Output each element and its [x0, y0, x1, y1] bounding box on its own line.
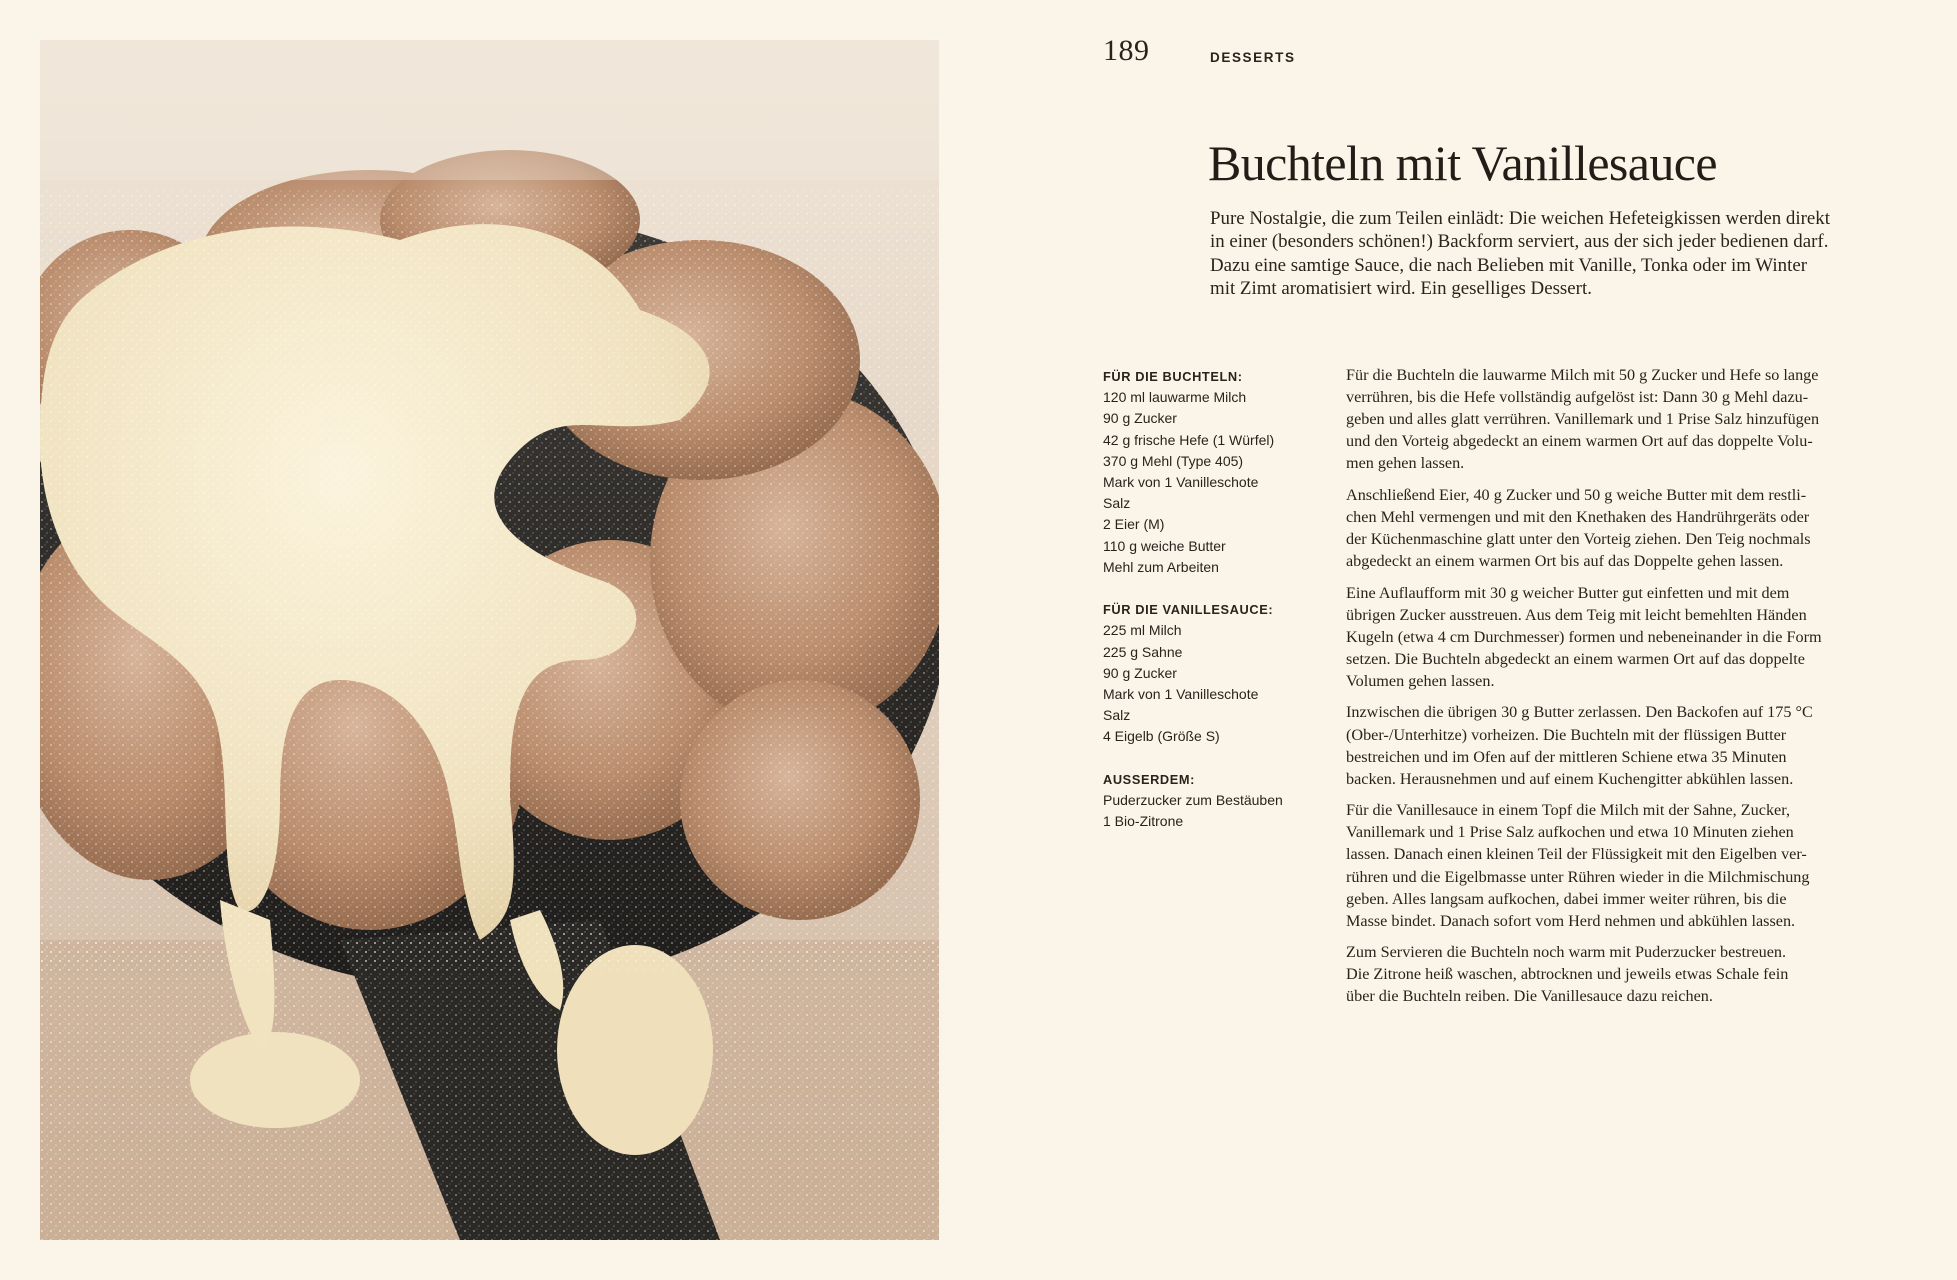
method-line: geben und alles glatt verrühren. Vanillemark und 1 Prise Salz hinzufügen: [1346, 410, 1820, 429]
section-label: DESSERTS: [1210, 50, 1296, 65]
ingredient-item: 42 g frische Hefe (1 Würfel): [1103, 431, 1275, 448]
ingredient-group-buchteln: [1103, 366, 1338, 578]
ingredient-group-heading: FÜR DIE VANILLESAUCE:: [1103, 602, 1274, 618]
method-line: der Küchenmaschine glatt unter den Vorteig ziehen. Den Teig nochmals: [1346, 530, 1811, 549]
ingredient-item: 2 Eier (M): [1103, 516, 1165, 533]
method-line: Volumen gehen lassen.: [1346, 672, 1495, 690]
method-line: verrühren, bis die Hefe vollständig aufgelöst ist: Dann 30 g Mehl dazu-: [1346, 388, 1809, 407]
ingredient-item: 225 g Sahne: [1103, 643, 1183, 660]
ingredients-list: [1103, 366, 1338, 854]
intro-line: Pure Nostalgie, die zum Teilen einlädt: Die weichen Hefeteigkissen werden direkt: [1210, 208, 1830, 229]
ingredient-item: 90 g Zucker: [1103, 664, 1177, 681]
method-line: backen. Herausnehmen und auf einem Kuchengitter abkühlen lassen.: [1346, 769, 1794, 788]
method-line: Für die Vanillesauce in einem Topf die Milch mit der Sahne, Zucker,: [1346, 801, 1791, 820]
recipe-title: Buchteln mit Vanillesauce: [1208, 135, 1717, 191]
method-line: Inzwischen die übrigen 30 g Butter zerlassen. Den Backofen auf 175 °C: [1346, 703, 1813, 722]
ingredient-group-heading: FÜR DIE BUCHTELN:: [1103, 369, 1243, 384]
method-line: Vanillemark und 1 Prise Salz aufkochen und etwa 10 Minuten ziehen: [1346, 823, 1794, 842]
ingredient-item: 120 ml lauwarme Milch: [1103, 389, 1247, 406]
intro-line: mit Zimt aromatisiert wird. Ein geselliges Dessert.: [1210, 277, 1592, 299]
method-step: [1346, 799, 1898, 932]
method-step: [1346, 582, 1898, 692]
method-line: abgedeckt an einem warmen Ort bis auf das Doppelte gehen lassen.: [1346, 552, 1784, 571]
method-step: [1346, 364, 1898, 474]
method-line: (Ober-/Unterhitze) vorheizen. Die Buchteln mit der flüssigen Butter: [1346, 725, 1787, 744]
method-line: Zum Servieren die Buchteln noch warm mit Puderzucker bestreuen.: [1346, 943, 1787, 962]
ingredient-group-vanillesauce: [1103, 599, 1338, 747]
ingredient-item: Mehl zum Arbeiten: [1103, 558, 1219, 575]
method-step: [1346, 484, 1898, 572]
method-step: [1346, 701, 1898, 789]
photo-buchteln-in-skillet-icon: [40, 40, 939, 1240]
ingredient-item: 1 Bio-Zitrone: [1103, 813, 1184, 830]
method-line: Eine Auflaufform mit 30 g weicher Butter gut einfetten und mit dem: [1346, 583, 1790, 602]
ingredient-item: 110 g weiche Butter: [1103, 537, 1226, 554]
method-line: Anschließend Eier, 40 g Zucker und 50 g weiche Butter mit dem restli-: [1346, 485, 1807, 504]
method-line: bestreichen und im Ofen auf der mittleren Schiene etwa 35 Minuten: [1346, 747, 1787, 766]
method-line: men gehen lassen.: [1346, 454, 1465, 473]
ingredient-item: Mark von 1 Vanilleschote: [1103, 474, 1259, 491]
method-line: Für die Buchteln die lauwarme Milch mit 50 g Zucker und Hefe so lange: [1346, 366, 1819, 384]
method-line: chen Mehl vermengen und mit den Knethaken des Handrührgeräts oder: [1346, 507, 1810, 526]
recipe-intro: [1210, 207, 1890, 300]
ingredient-item: Salz: [1103, 495, 1131, 512]
page-number: 189: [1103, 34, 1150, 67]
method-line: übrigen Zucker ausstreuen. Aus dem Teig mit leicht bemehlten Händen: [1346, 605, 1807, 624]
ingredient-item: Mark von 1 Vanilleschote: [1103, 686, 1259, 703]
method-steps: [1346, 364, 1898, 1017]
method-line: Masse bindet. Danach sofort vom Herd nehmen und abkühlen lassen.: [1346, 911, 1796, 930]
intro-line: in einer (besonders schönen!) Backform serviert, aus der sich jeder bedienen darf.: [1210, 231, 1829, 253]
ingredient-group-heading: AUSSERDEM:: [1103, 771, 1196, 787]
ingredient-item: 4 Eigelb (Größe S): [1103, 728, 1220, 745]
ingredient-item: 225 ml Milch: [1103, 622, 1182, 639]
method-step: [1346, 941, 1898, 1007]
ingredient-item: Salz: [1103, 707, 1131, 724]
method-line: Kugeln (etwa 4 cm Durchmesser) formen und nebeneinander in die Form: [1346, 627, 1822, 646]
method-line: geben. Alles langsam aufkochen, dabei immer weiter rühren, bis die: [1346, 889, 1787, 908]
method-line: und den Vorteig abgedeckt an einem warmen Ort auf das doppelte Volu-: [1346, 432, 1813, 451]
ingredient-item: 370 g Mehl (Type 405): [1103, 452, 1244, 469]
method-line: rühren und die Eigelbmasse unter Rühren wieder in die Milchmischung: [1346, 867, 1810, 886]
method-line: über die Buchteln reiben. Die Vanillesauce dazu reichen.: [1346, 987, 1713, 1006]
method-line: Die Zitrone heiß waschen, abtrocknen und jeweils etwas Schale fein: [1346, 965, 1789, 984]
ingredient-group-ausserdem: [1103, 769, 1338, 833]
ingredient-item: Puderzucker zum Bestäuben: [1103, 792, 1283, 809]
method-line: lassen. Danach einen kleinen Teil der Flüssigkeit mit den Eigelben ver-: [1346, 845, 1807, 864]
method-line: setzen. Die Buchteln abgedeckt an einem warmen Ort auf das doppelte: [1346, 649, 1805, 668]
ingredient-item: 90 g Zucker: [1103, 410, 1177, 427]
dessert-photo: [40, 40, 939, 1240]
intro-line: Dazu eine samtige Sauce, die nach Belieben mit Vanille, Tonka oder im Winter: [1210, 254, 1807, 276]
